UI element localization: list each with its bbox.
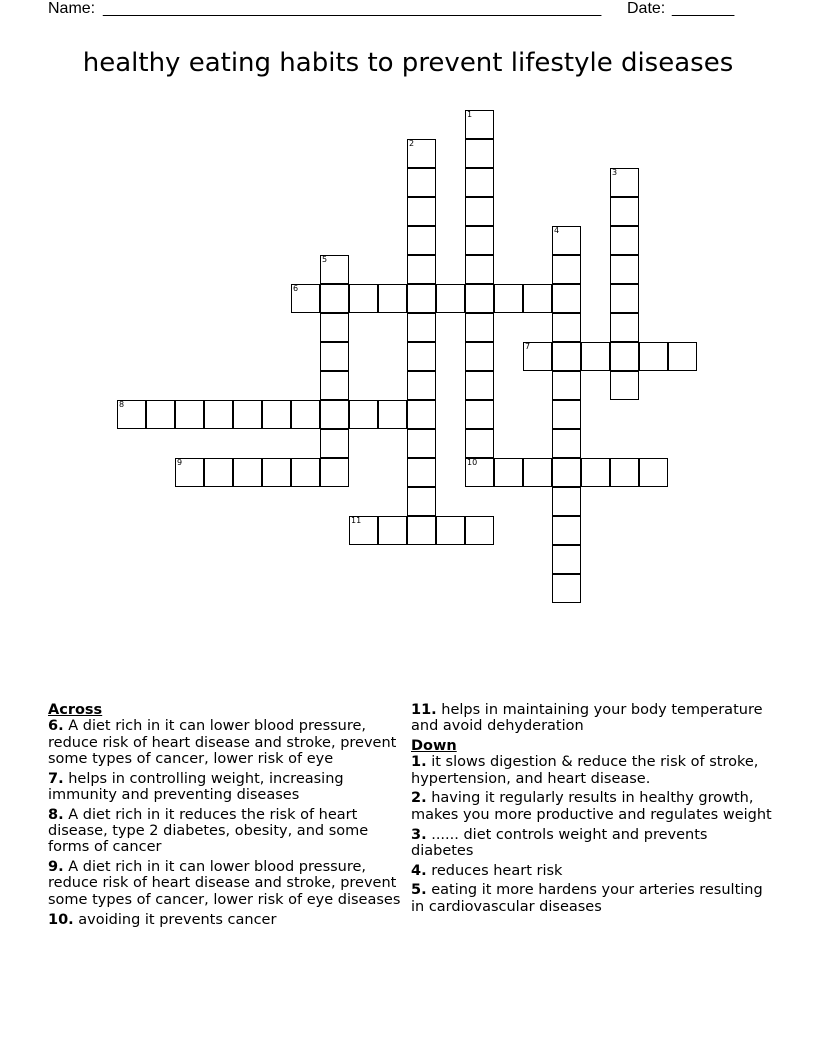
grid-cell[interactable] <box>407 313 436 342</box>
grid-cell[interactable] <box>523 342 552 371</box>
clue-number: 9 <box>177 458 183 467</box>
grid-cell[interactable] <box>204 400 233 429</box>
grid-cell[interactable] <box>552 487 581 516</box>
grid-cell[interactable] <box>552 371 581 400</box>
grid-cell[interactable] <box>581 458 610 487</box>
clue-down-5: 5. eating it more hardens your arteries resulting in cardiovascular diseases <box>411 882 763 915</box>
grid-cell[interactable] <box>407 400 436 429</box>
grid-cell[interactable] <box>552 400 581 429</box>
grid-cell[interactable] <box>320 342 349 371</box>
grid-cell[interactable] <box>465 516 494 545</box>
down-heading: Down <box>411 738 457 755</box>
grid-cell[interactable] <box>610 197 639 226</box>
clue-number: 7 <box>525 342 531 351</box>
grid-cell[interactable] <box>291 458 320 487</box>
grid-cell[interactable] <box>378 284 407 313</box>
clue-number: 11 <box>351 516 362 525</box>
grid-cell[interactable] <box>610 255 639 284</box>
clue-number: 2 <box>409 139 415 148</box>
grid-cell[interactable] <box>610 371 639 400</box>
grid-cell[interactable] <box>117 400 146 429</box>
grid-cell[interactable] <box>233 400 262 429</box>
clue-down-4: 4. reduces heart risk <box>411 862 563 879</box>
grid-cell[interactable] <box>552 458 581 487</box>
grid-cell[interactable] <box>552 284 581 313</box>
clue-number: 6 <box>293 284 299 293</box>
clue-down-1: 1. it slows digestion & reduce the risk of stroke, hypertension, and heart disease. <box>411 754 759 787</box>
grid-cell[interactable] <box>320 284 349 313</box>
grid-cell[interactable] <box>552 516 581 545</box>
grid-cell[interactable] <box>552 226 581 255</box>
name-label: Name: <box>48 0 100 17</box>
grid-cell[interactable] <box>465 110 494 139</box>
grid-cell[interactable] <box>523 284 552 313</box>
clue-across-7: 7. helps in controlling weight, increasing immunity and preventing diseases <box>48 770 344 803</box>
grid-cell[interactable] <box>639 458 668 487</box>
grid-cell[interactable] <box>465 400 494 429</box>
grid-cell[interactable] <box>465 371 494 400</box>
grid-cell[interactable] <box>262 400 291 429</box>
grid-cell[interactable] <box>407 168 436 197</box>
clue-number: 1 <box>467 110 473 119</box>
grid-cell[interactable] <box>320 371 349 400</box>
grid-cell[interactable] <box>233 458 262 487</box>
grid-cell[interactable] <box>552 429 581 458</box>
grid-cell[interactable] <box>465 342 494 371</box>
grid-cell[interactable] <box>407 139 436 168</box>
grid-cell[interactable] <box>175 400 204 429</box>
grid-cell[interactable] <box>494 284 523 313</box>
grid-cell[interactable] <box>465 226 494 255</box>
grid-cell[interactable] <box>407 197 436 226</box>
grid-cell[interactable] <box>349 400 378 429</box>
clue-number: 8 <box>119 400 125 409</box>
clues-column-left <box>48 702 410 931</box>
grid-cell[interactable] <box>465 429 494 458</box>
clue-down-2: 2. having it regularly results in healthy growth, makes you more productive and regulates weight <box>411 790 772 823</box>
grid-cell[interactable] <box>407 284 436 313</box>
grid-cell[interactable] <box>465 255 494 284</box>
grid-cell[interactable] <box>552 255 581 284</box>
grid-cell[interactable] <box>465 458 494 487</box>
grid-cell[interactable] <box>320 458 349 487</box>
grid-cell[interactable] <box>407 487 436 516</box>
clues-column-right <box>411 702 773 919</box>
grid-cell[interactable] <box>465 139 494 168</box>
name-line[interactable]: ________________________________________________________ <box>103 0 602 17</box>
grid-cell[interactable] <box>349 284 378 313</box>
grid-cell[interactable] <box>291 284 320 313</box>
grid-cell[interactable] <box>639 342 668 371</box>
grid-cell[interactable] <box>494 458 523 487</box>
clue-across-6: 6. A diet rich in it can lower blood pressure, reduce risk of heart disease and stroke, prevent some types of cancer, lower risk of eye <box>48 718 397 767</box>
grid-cell[interactable] <box>320 400 349 429</box>
grid-cell[interactable] <box>407 255 436 284</box>
grid-cell[interactable] <box>407 226 436 255</box>
grid-cell[interactable] <box>407 429 436 458</box>
grid-cell[interactable] <box>610 226 639 255</box>
clue-across-9: 9. A diet rich in it can lower blood pressure, reduce risk of heart disease and stroke, prevent some types of cancer, lower risk of eye diseases <box>48 859 401 908</box>
date-label: Date: <box>627 0 670 17</box>
grid-cell[interactable] <box>610 458 639 487</box>
clue-down-3: 3. ...... diet controls weight and prevents diabetes <box>411 826 708 859</box>
grid-cell[interactable] <box>465 197 494 226</box>
grid-cell[interactable] <box>610 313 639 342</box>
grid-cell[interactable] <box>262 458 291 487</box>
clue-number: 3 <box>612 168 618 177</box>
clue-number: 10 <box>467 458 478 467</box>
page-title: healthy eating habits to prevent lifestyle diseases <box>82 48 734 78</box>
grid-cell[interactable] <box>552 342 581 371</box>
across-heading: Across <box>48 702 103 718</box>
clue-across-8: 8. A diet rich in it reduces the risk of heart disease, type 2 diabetes, obesity, and some forms of cancer <box>48 806 369 856</box>
grid-cell[interactable] <box>291 400 320 429</box>
grid-cell[interactable] <box>552 313 581 342</box>
grid-cell[interactable] <box>465 284 494 313</box>
clue-number: 5 <box>322 255 328 264</box>
clue-across-11: 11. helps in maintaining your body temperature and avoid dehyderation <box>411 702 763 735</box>
grid-cell[interactable] <box>407 371 436 400</box>
grid-cell[interactable] <box>581 342 610 371</box>
grid-cell[interactable] <box>610 168 639 197</box>
grid-cell[interactable] <box>378 516 407 545</box>
grid-cell[interactable] <box>465 313 494 342</box>
grid-cell[interactable] <box>552 545 581 574</box>
grid-cell[interactable] <box>146 400 175 429</box>
grid-cell[interactable] <box>320 313 349 342</box>
grid-cell[interactable] <box>349 516 378 545</box>
grid-cell[interactable] <box>407 458 436 487</box>
grid-cell[interactable] <box>320 429 349 458</box>
grid-cell[interactable] <box>407 342 436 371</box>
grid-cell[interactable] <box>465 168 494 197</box>
grid-cell[interactable] <box>175 458 204 487</box>
clue-number: 4 <box>554 226 560 235</box>
grid-cell[interactable] <box>523 458 552 487</box>
grid-cell[interactable] <box>436 284 465 313</box>
grid-cell[interactable] <box>610 284 639 313</box>
clue-across-10: 10. avoiding it prevents cancer <box>48 911 277 928</box>
grid-cell[interactable] <box>552 574 581 603</box>
grid-cell[interactable] <box>320 255 349 284</box>
date-line[interactable]: _______ <box>672 0 735 17</box>
grid-cell[interactable] <box>436 516 465 545</box>
grid-cell[interactable] <box>407 516 436 545</box>
grid-cell[interactable] <box>610 342 639 371</box>
grid-cell[interactable] <box>204 458 233 487</box>
grid-cell[interactable] <box>378 400 407 429</box>
grid-cell[interactable] <box>668 342 697 371</box>
